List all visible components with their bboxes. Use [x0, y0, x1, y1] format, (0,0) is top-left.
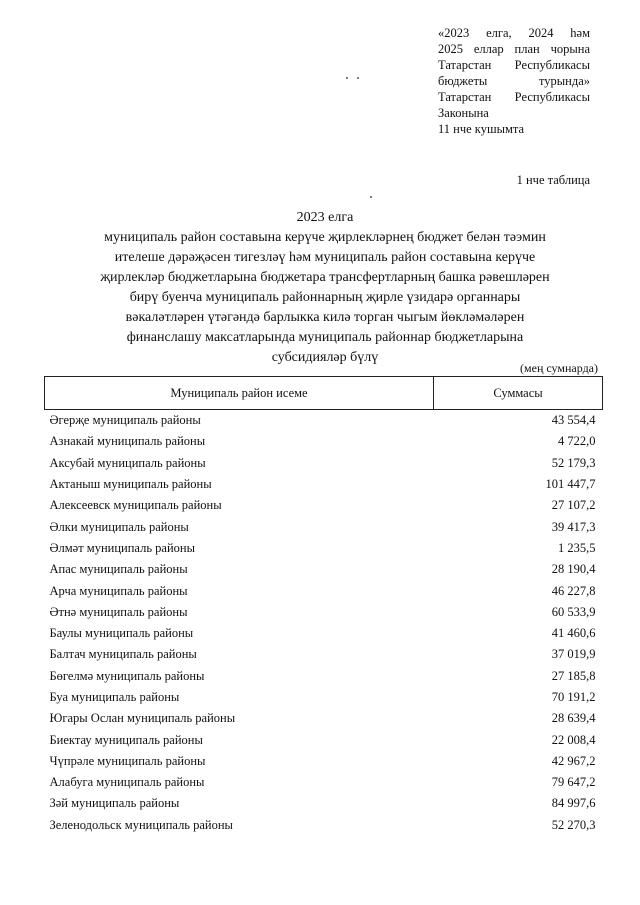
district-name: Актаныш муниципаль районы	[49, 477, 212, 492]
table-row	[45, 410, 603, 432]
district-name: Баулы муниципаль районы	[49, 626, 194, 641]
table-row	[45, 602, 603, 623]
district-amount: 39 417,3	[551, 519, 596, 534]
district-amount: 52 270,3	[551, 817, 596, 832]
title-line: ителеше дәрәҗәсен тигезләү һәм муниципаль район составына керүче	[114, 250, 536, 265]
annex-line: Татарстан Республикасы	[438, 58, 590, 72]
district-name: Апас муниципаль районы	[49, 562, 188, 577]
district-amount: 37 019,9	[551, 647, 596, 662]
district-name: Югары Ослан муниципаль районы	[49, 711, 236, 726]
table-number-label: 1 нче таблица	[516, 173, 590, 187]
annex-line: «2023 елга, 2024 һәм	[438, 26, 590, 40]
district-amount: 4 722,0	[558, 434, 596, 449]
table-row	[45, 666, 603, 687]
table-row	[45, 751, 603, 772]
district-amount: 70 191,2	[551, 690, 596, 704]
scan-speck	[346, 77, 348, 79]
district-amount: 60 533,9	[551, 604, 596, 619]
district-amount: 27 107,2	[551, 498, 596, 513]
table-row	[45, 623, 603, 644]
annex-line: 2025 еллар план чорына	[438, 42, 590, 56]
district-name: Алабуга муниципаль районы	[49, 775, 205, 790]
district-amount: 52 179,3	[551, 455, 596, 470]
title-line: вәкаләтләрен үтәгәндә барлыкка килә торган чыгым йөкләмәләрен	[125, 310, 525, 325]
district-name: Әлки муниципаль районы	[49, 519, 189, 534]
table-row	[45, 431, 603, 452]
scan-speck	[370, 196, 372, 198]
district-amount: 28 639,4	[551, 711, 596, 726]
table-row	[45, 687, 603, 708]
column-header-name: Муниципаль район исеме	[45, 377, 434, 410]
district-name: Балтач муниципаль районы	[49, 647, 197, 662]
title-line: җирлекләр бюджетларына бюджетара трансфертларның башка рәвешләрен	[100, 270, 550, 285]
table-row	[45, 474, 603, 495]
annex-line: Законына	[438, 106, 489, 120]
column-header-amount: Суммасы	[434, 377, 603, 410]
unit-label: (мең сумнарда)	[520, 361, 598, 375]
district-name: Бөгелмә муниципаль районы	[49, 668, 205, 683]
district-amount: 42 967,2	[551, 753, 596, 768]
table-row	[45, 516, 603, 537]
table-row	[45, 815, 603, 836]
district-amount: 84 997,6	[551, 796, 596, 811]
district-name: Аксубай муниципаль районы	[49, 455, 206, 470]
table-row	[45, 538, 603, 559]
district-name: Алексеевск муниципаль районы	[49, 498, 222, 513]
district-amount: 46 227,8	[551, 583, 596, 598]
district-name: Биектау муниципаль районы	[49, 732, 203, 747]
district-amount: 43 554,4	[551, 413, 596, 428]
title-line: муниципаль район составына керүче җирлекләрнең бюджет белән тәэмин	[104, 230, 546, 245]
table-row	[45, 793, 603, 814]
district-amount: 41 460,6	[551, 626, 596, 641]
district-name: Зеленодольск муниципаль районы	[49, 817, 233, 832]
annex-line: бюджеты турында»	[438, 74, 590, 88]
scan-speck	[357, 77, 359, 79]
table-row	[45, 708, 603, 729]
title-line: бирү буенча муниципаль районнарның җирле үзидарә органнары	[129, 290, 521, 305]
district-amount: 22 008,4	[551, 732, 596, 747]
district-amount: 1 235,5	[558, 540, 596, 555]
table-row	[45, 644, 603, 665]
table-header-row	[45, 377, 603, 410]
table-row	[45, 580, 603, 601]
district-name: Әтнә муниципаль районы	[49, 604, 188, 619]
annex-line: 11 нче кушымта	[438, 122, 525, 136]
district-name: Чүпрәле муниципаль районы	[49, 753, 206, 768]
title-line: субсидияләр бүлү	[271, 350, 379, 365]
district-name: Зәй муниципаль районы	[49, 796, 180, 811]
district-amount: 28 190,4	[551, 562, 596, 577]
district-name: Арча муниципаль районы	[49, 583, 188, 598]
district-amount: 27 185,8	[551, 668, 596, 683]
subsidy-table	[44, 376, 603, 836]
table-row	[45, 772, 603, 793]
title-line: 2023 елга	[296, 210, 354, 225]
document-title	[60, 208, 590, 368]
table-row	[45, 729, 603, 750]
table-row	[45, 495, 603, 516]
district-name: Әгерҗе муниципаль районы	[49, 413, 201, 428]
district-amount: 101 447,7	[545, 477, 596, 492]
district-name: Әлмәт муниципаль районы	[49, 540, 195, 555]
annex-reference	[438, 25, 590, 137]
table-row	[45, 559, 603, 580]
district-name: Буа муниципаль районы	[49, 690, 180, 704]
title-line: финанслашу максатларында муниципаль районнар бюджетларына	[126, 330, 524, 345]
table-row	[45, 453, 603, 474]
annex-line: Татарстан Республикасы	[438, 90, 590, 104]
district-amount: 79 647,2	[551, 775, 596, 790]
district-name: Азнакай муниципаль районы	[49, 434, 206, 449]
